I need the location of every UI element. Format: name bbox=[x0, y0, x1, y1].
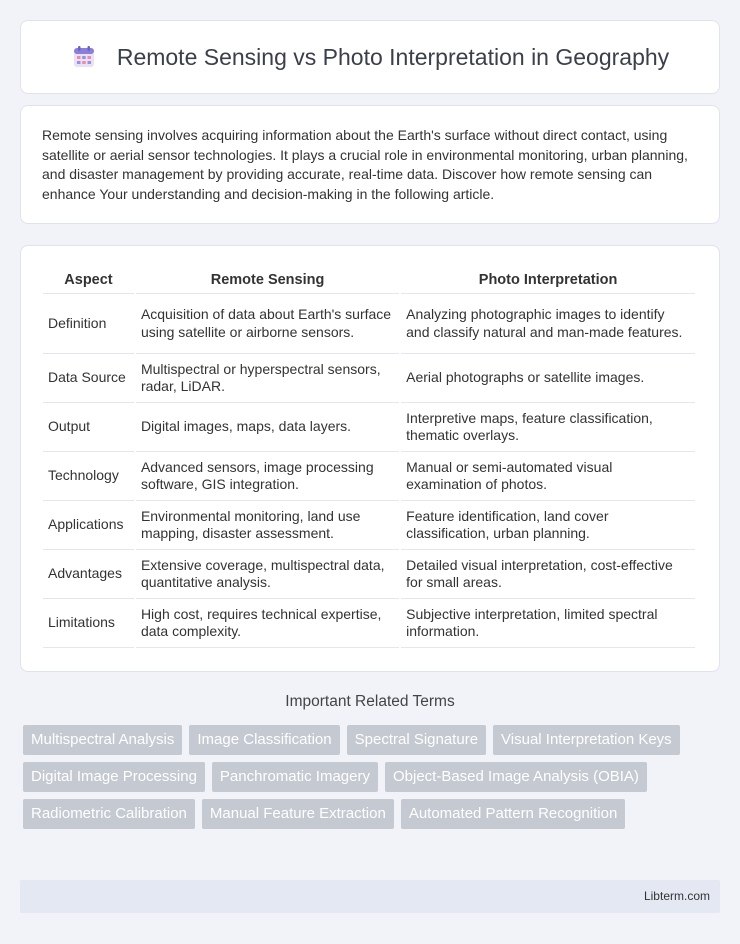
row-photo-interpretation: Feature identification, land cover classification, urban planning. bbox=[401, 501, 695, 550]
tag-multispectral-analysis[interactable]: Multispectral Analysis bbox=[23, 725, 182, 755]
row-photo-interpretation: Aerial photographs or satellite images. bbox=[401, 354, 695, 403]
row-remote-sensing: Multispectral or hyperspectral sensors, radar, LiDAR. bbox=[136, 354, 399, 403]
tag-manual-feature-extraction[interactable]: Manual Feature Extraction bbox=[202, 799, 394, 829]
row-aspect: Applications bbox=[43, 501, 134, 550]
tag-image-classification[interactable]: Image Classification bbox=[189, 725, 339, 755]
row-remote-sensing: Extensive coverage, multispectral data, quantitative analysis. bbox=[136, 550, 399, 599]
row-aspect: Technology bbox=[43, 452, 134, 501]
table-row bbox=[43, 294, 695, 354]
calendar-grid-icon bbox=[71, 44, 97, 70]
tag-obia[interactable]: Object-Based Image Analysis (OBIA) bbox=[385, 762, 647, 792]
row-aspect: Definition bbox=[43, 294, 134, 354]
footer bbox=[20, 880, 720, 913]
row-aspect: Output bbox=[43, 403, 134, 452]
tag-automated-pattern-recognition[interactable]: Automated Pattern Recognition bbox=[401, 799, 625, 829]
tag-digital-image-processing[interactable]: Digital Image Processing bbox=[23, 762, 205, 792]
table-row bbox=[43, 452, 695, 501]
header-photo-interpretation: Photo Interpretation bbox=[401, 266, 695, 294]
row-photo-interpretation: Analyzing photographic images to identify and classify natural and man-made features. bbox=[401, 294, 695, 354]
tag-spectral-signature[interactable]: Spectral Signature bbox=[347, 725, 486, 755]
row-photo-interpretation: Manual or semi-automated visual examination of photos. bbox=[401, 452, 695, 501]
row-remote-sensing: High cost, requires technical expertise, data complexity. bbox=[136, 599, 399, 648]
table-row bbox=[43, 403, 695, 452]
table-row bbox=[43, 501, 695, 550]
tag-radiometric-calibration[interactable]: Radiometric Calibration bbox=[23, 799, 195, 829]
table-row bbox=[43, 550, 695, 599]
footer-site-link[interactable]: Libterm.com bbox=[643, 889, 710, 903]
row-aspect: Advantages bbox=[43, 550, 134, 599]
header-card bbox=[20, 20, 720, 94]
header-aspect: Aspect bbox=[43, 266, 134, 294]
row-remote-sensing: Acquisition of data about Earth's surface using satellite or airborne sensors. bbox=[136, 294, 399, 354]
row-photo-interpretation: Subjective interpretation, limited spectral information. bbox=[401, 599, 695, 648]
comparison-table-card bbox=[20, 245, 720, 672]
table-row bbox=[43, 354, 695, 403]
row-remote-sensing: Digital images, maps, data layers. bbox=[136, 403, 399, 452]
row-aspect: Data Source bbox=[43, 354, 134, 403]
tag-visual-interpretation-keys[interactable]: Visual Interpretation Keys bbox=[493, 725, 680, 755]
page-title: Remote Sensing vs Photo Interpretation in Geography bbox=[116, 43, 670, 70]
table-row bbox=[43, 599, 695, 648]
row-remote-sensing: Environmental monitoring, land use mapping, disaster assessment. bbox=[136, 501, 399, 550]
intro-text: Remote sensing involves acquiring information about the Earth's surface without direct contact, using satellite or aerial sensor technologies. It plays a crucial role in environmental monitoring, urban planning, and disaster management by providing accurate, real-time data. Discover how remote sensing can enhance Your understanding and decision-making in the following article. bbox=[42, 127, 688, 202]
row-photo-interpretation: Detailed visual interpretation, cost-effective for small areas. bbox=[401, 550, 695, 599]
comparison-table bbox=[41, 266, 697, 648]
row-aspect: Limitations bbox=[43, 599, 134, 648]
related-terms-title: Important Related Terms bbox=[285, 693, 455, 710]
row-photo-interpretation: Interpretive maps, feature classification, thematic overlays. bbox=[401, 403, 695, 452]
tag-panchromatic-imagery[interactable]: Panchromatic Imagery bbox=[212, 762, 378, 792]
intro-card bbox=[20, 105, 720, 224]
header-remote-sensing: Remote Sensing bbox=[136, 266, 399, 294]
related-terms-tags bbox=[23, 725, 713, 829]
table-header-row bbox=[43, 266, 695, 294]
row-remote-sensing: Advanced sensors, image processing software, GIS integration. bbox=[136, 452, 399, 501]
